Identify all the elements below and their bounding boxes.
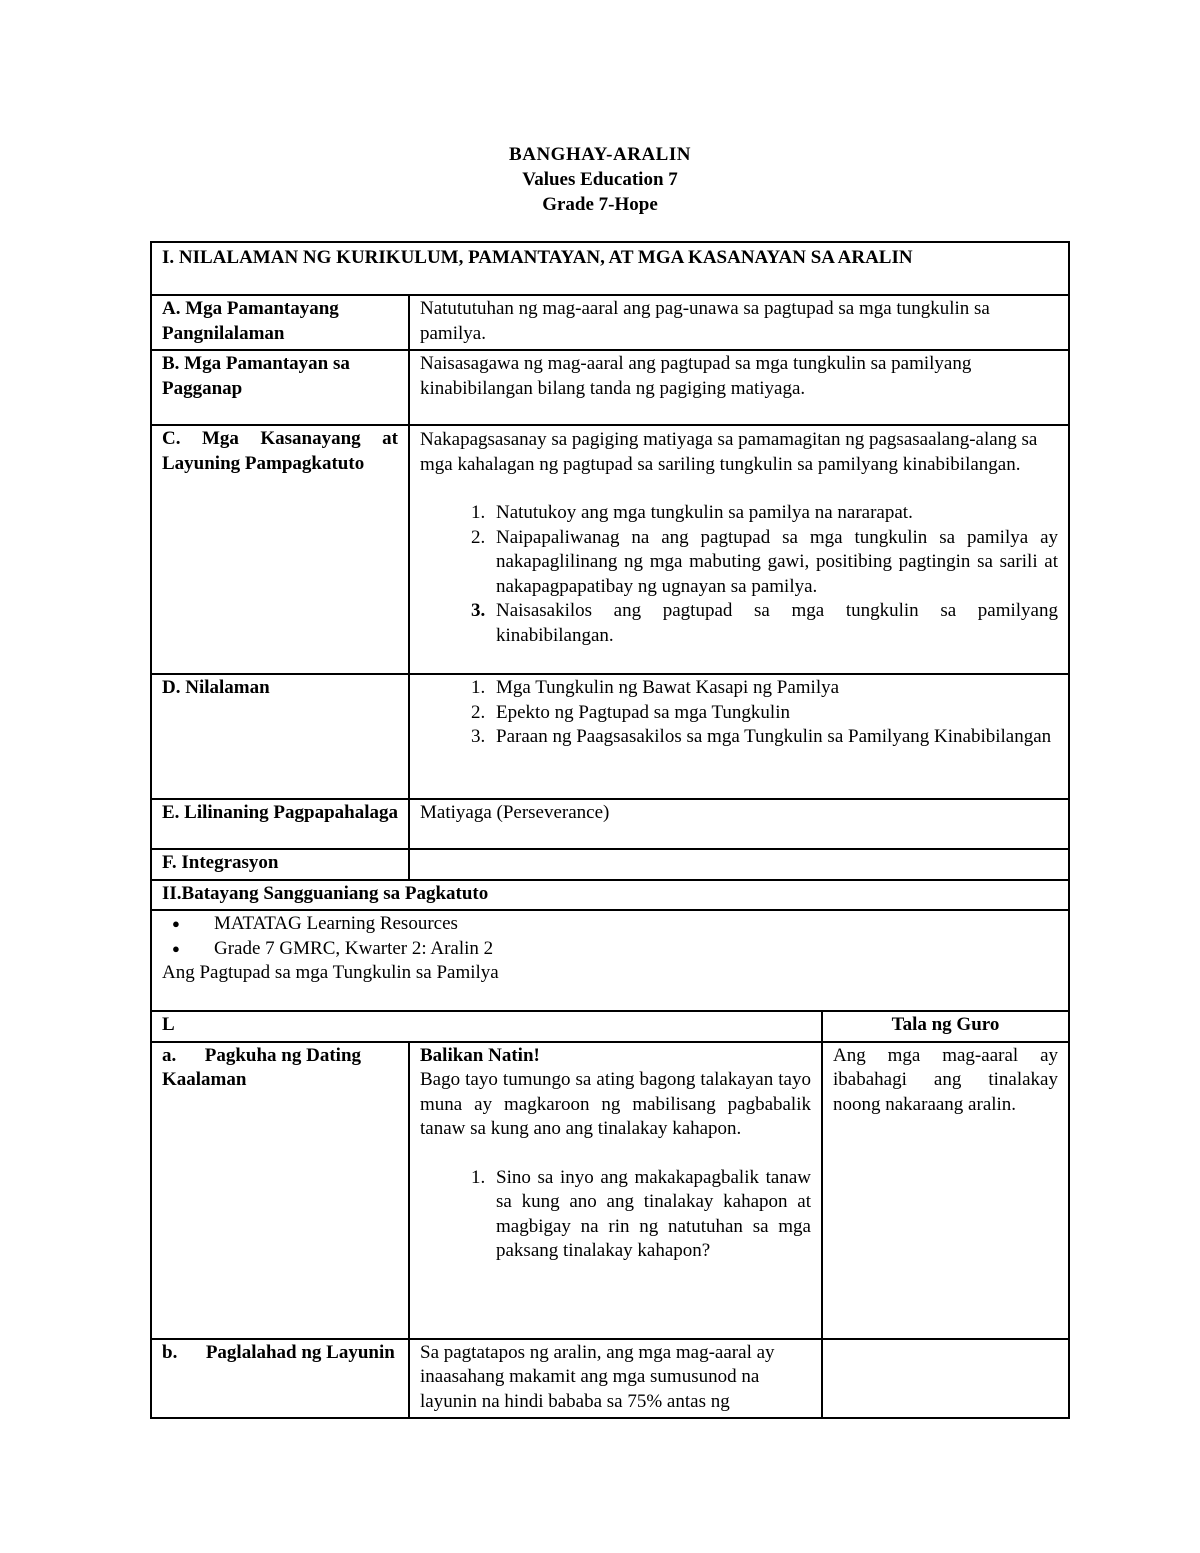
questions-list (420, 1166, 811, 1264)
row-a-label: A. Mga Pamantayang Pangnilalaman (151, 295, 409, 350)
section2-heading-row (151, 880, 1069, 911)
row-d-label: D. Nilalaman (151, 674, 409, 799)
section1-heading-row (151, 242, 1069, 295)
procedure-row-a-note: Ang mga mag-aaral ay ibabahagi ang tinalakay noong nakaraang aralin. (822, 1042, 1069, 1339)
row-d (151, 674, 1069, 799)
section-title: Grade 7-Hope (542, 194, 658, 215)
row-b (151, 350, 1069, 425)
row-c-content (409, 425, 1069, 674)
row-e-label: E. Lilinaning Pagpapahalaga (151, 799, 409, 849)
objectives-list (420, 501, 1058, 648)
list-item: 1. Mga Tungkulin ng Bawat Kasapi ng Pamilya (490, 676, 1058, 701)
references-list (162, 912, 1058, 961)
procedure-row-a-paragraph: Bago tayo tumungo sa ating bagong talakayan tayo muna ay magkaroon ng mabilisang pagbabalik tanaw sa kung ano ang tinalakay kahapon. (420, 1069, 811, 1139)
procedure-row-a-content (409, 1042, 822, 1339)
row-e (151, 799, 1069, 849)
procedure-row-a-label: a. Pagkuha ng Dating Kaalaman (151, 1042, 409, 1339)
procedure-header: L (151, 1011, 822, 1042)
row-c-label: C. Mga Kasanayang at Layuning Pampagkatuto (151, 425, 409, 674)
procedure-row-a-title: Balikan Natin! (420, 1044, 540, 1066)
row-c-paragraph: Nakapagsasanay sa pagiging matiyaga sa pamamagitan ng pagsasaalang-alang sa mga kahalagan ng pagtupad sa sariling tungkulin sa pamilyang kinabibilangan. (420, 429, 1038, 475)
row-b-label: B. Mga Pamantayan sa Pagganap (151, 350, 409, 425)
row-a (151, 295, 1069, 350)
procedure-row-b-note (822, 1339, 1069, 1419)
list-item: 3. Naisasakilos ang pagtupad sa mga tungkulin sa pamilyang kinabibilangan. (490, 599, 1058, 648)
list-item: 3. Paraan ng Paagsasakilos sa mga Tungkulin sa Pamilyang Kinabibilangan (490, 725, 1058, 750)
document-header (0, 142, 1200, 217)
procedure-row-b-label: b. Paglalahad ng Layunin (151, 1339, 409, 1419)
list-item: 1. Natutukoy ang mga tungkulin sa pamilya na nararapat. (490, 501, 1058, 526)
row-b-content: Naisasagawa ng mag-aaral ang pagtupad sa mga tungkulin sa pamilyang kinabibilangan bilang tanda ng pagiging matiyaga. (409, 350, 1069, 425)
procedure-header-row (151, 1011, 1069, 1042)
list-item: ● Grade 7 GMRC, Kwarter 2: Aralin 2 (192, 937, 1058, 962)
lesson-plan-table (150, 241, 1070, 1419)
section2-heading: II.Batayang Sangguaniang sa Pagkatuto (151, 880, 1069, 911)
row-c (151, 425, 1069, 674)
list-item: 2. Naipapaliwanag na ang pagtupad sa mga tungkulin sa pamilya ay nakapaglilinang ng mga mabuting gawi, positibing pagtingin sa sarili at nakapagpapatibay ng ugnayan sa pamilya. (490, 526, 1058, 600)
list-item: ● MATATAG Learning Resources (192, 912, 1058, 937)
procedure-row-b (151, 1339, 1069, 1419)
content-list (420, 676, 1058, 750)
row-f (151, 849, 1069, 880)
list-item: 2. Epekto ng Pagtupad sa mga Tungkulin (490, 701, 1058, 726)
subject-title: Values Education 7 (522, 169, 678, 190)
section1-heading: I. NILALAMAN NG KURIKULUM, PAMANTAYAN, AT MGA KASANAYAN SA ARALIN (151, 242, 1069, 295)
references-cell (151, 910, 1069, 1011)
document-title: BANGHAY-ARALIN (509, 144, 691, 165)
teacher-notes-header: Tala ng Guro (822, 1011, 1069, 1042)
row-f-content (409, 849, 1069, 880)
references-note: Ang Pagtupad sa mga Tungkulin sa Pamilya (162, 962, 499, 983)
row-a-content: Natututuhan ng mag-aaral ang pag-unawa sa pagtupad sa mga tungkulin sa pamilya. (409, 295, 1069, 350)
references-row (151, 910, 1069, 1011)
row-f-label: F. Integrasyon (151, 849, 409, 880)
list-item: 1. Sino sa inyo ang makakapagbalik tanaw sa kung ano ang tinalakay kahapon at magbigay na rin ng natutuhan sa mga paksang tinalakay kahapon? (490, 1166, 811, 1264)
procedure-row-b-content: Sa pagtatapos ng aralin, ang mga mag-aaral ay inaasahang makamit ang mga sumusunod na layunin na hindi bababa sa 75% antas ng (409, 1339, 822, 1419)
row-e-content: Matiyaga (Perseverance) (409, 799, 1069, 849)
row-d-content (409, 674, 1069, 799)
procedure-row-a (151, 1042, 1069, 1339)
